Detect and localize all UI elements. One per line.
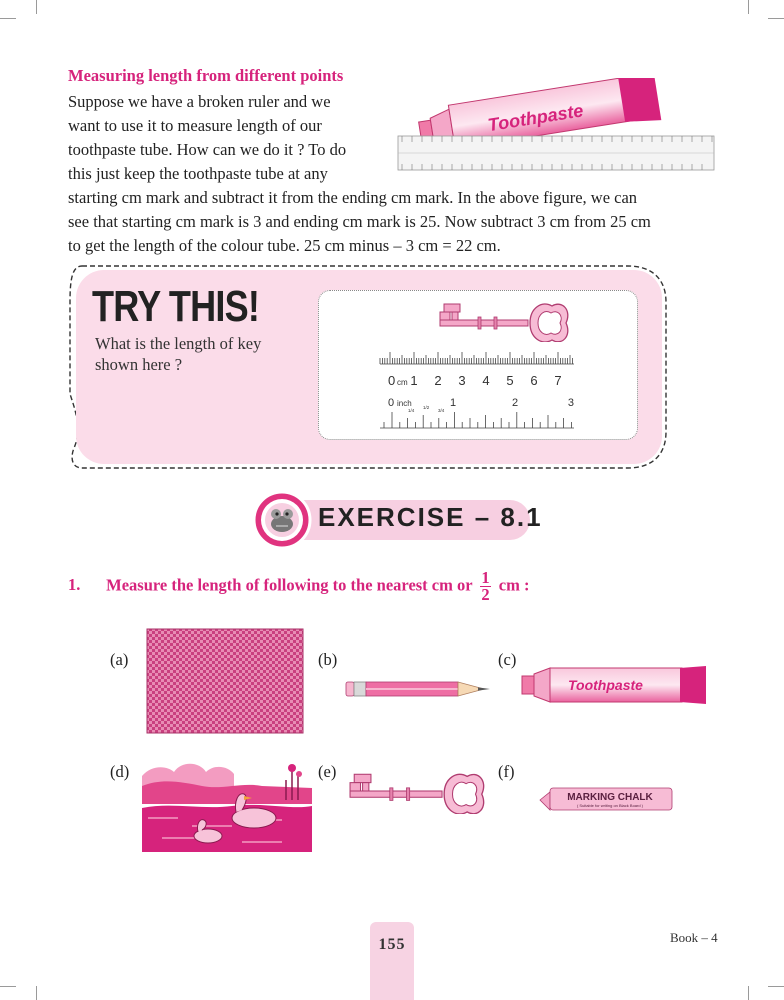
section-heading: Measuring length from different points — [68, 66, 344, 85]
item-label-f: (f) — [498, 762, 515, 781]
ruler-icon — [398, 136, 714, 170]
ducks-scene-icon — [142, 756, 312, 852]
paragraph-line: Suppose we have a broken ruler and we — [68, 92, 331, 111]
mat-icon — [146, 628, 304, 734]
question-line: shown here ? — [95, 355, 183, 374]
inch-zero-label: 0 — [388, 397, 395, 409]
chalk-label: MARKING CHALK — [567, 792, 653, 803]
try-this-title: TRY THIS! — [92, 282, 260, 331]
paragraph-intro — [68, 90, 388, 186]
paragraph-line: this just keep the toothpaste tube at any — [68, 164, 328, 183]
page-number-tab — [370, 922, 414, 1000]
item-label-a: (a) — [110, 650, 129, 669]
inch-fraction-label: 1/4 — [408, 408, 415, 413]
toothpaste-item-label: Toothpaste — [568, 677, 643, 693]
cm-zero-label: 0 — [388, 373, 396, 388]
paragraph-line: want to use it to measure length of our — [68, 116, 322, 135]
toothpaste-label: Toothpaste — [486, 100, 585, 136]
measuring-ruler-icon — [378, 350, 578, 440]
cm-unit-label: cm — [397, 378, 408, 387]
fraction-denominator: 2 — [481, 585, 490, 604]
paragraph-line: toothpaste tube. How can we do it ? To do — [68, 140, 347, 159]
item-label-e: (e) — [318, 762, 337, 781]
toothpaste-icon — [520, 664, 708, 706]
paragraph-line: see that starting cm mark is 3 and ending cm mark is 25. Now subtract 3 cm from 25 cm — [68, 212, 651, 231]
toothpaste-ruler-illustration — [396, 78, 716, 176]
chalk-icon — [538, 784, 674, 812]
paragraph-line: to get the length of the colour tube. 25 cm minus – 3 cm = 22 cm. — [68, 236, 501, 255]
inch-fraction-label: 3/4 — [438, 408, 445, 413]
pencil-icon — [344, 678, 494, 700]
chalk-sublabel: ( Suitable for writing on Black Board ) — [576, 803, 644, 808]
item-label-c: (c) — [498, 650, 517, 669]
item-label-d: (d) — [110, 762, 130, 781]
inch-fraction-label: 1/2 — [423, 405, 430, 410]
cm-tick-label: 6 — [530, 373, 538, 388]
paragraph-explanation — [68, 186, 716, 258]
exercise-badge-icon — [252, 490, 312, 550]
question-number: 1. — [68, 575, 81, 595]
key-icon — [438, 298, 572, 342]
try-this-question — [95, 333, 310, 375]
cm-tick-label: 4 — [482, 373, 490, 388]
cm-tick-label: 1 — [410, 373, 418, 388]
key-item-icon — [346, 768, 490, 814]
book-label: Book – 4 — [670, 930, 718, 945]
cm-tick-label: 5 — [506, 373, 514, 388]
exercise-title: EXERCISE – 8.1 — [318, 502, 543, 532]
inch-tick-label: 1 — [449, 397, 457, 409]
cm-tick-label: 2 — [434, 373, 442, 388]
question-text: Measure the length of following to the nearest cm or — [106, 575, 473, 595]
cm-tick-label: 7 — [554, 373, 562, 388]
question-line: What is the length of key — [95, 334, 262, 353]
inch-unit-label: inch — [397, 399, 412, 408]
inch-tick-label: 2 — [511, 397, 519, 409]
question-unit: cm : — [498, 575, 530, 595]
half-fraction — [480, 570, 490, 603]
fraction-numerator: 1 — [481, 568, 490, 587]
inch-tick-label: 3 — [567, 397, 574, 409]
page-number: 155 — [378, 936, 406, 953]
paragraph-line: starting cm mark and subtract it from the ending cm mark. In the above figure, we can — [68, 188, 638, 207]
question-1 — [68, 570, 529, 603]
cm-tick-label: 3 — [458, 373, 466, 388]
item-label-b: (b) — [318, 650, 338, 669]
